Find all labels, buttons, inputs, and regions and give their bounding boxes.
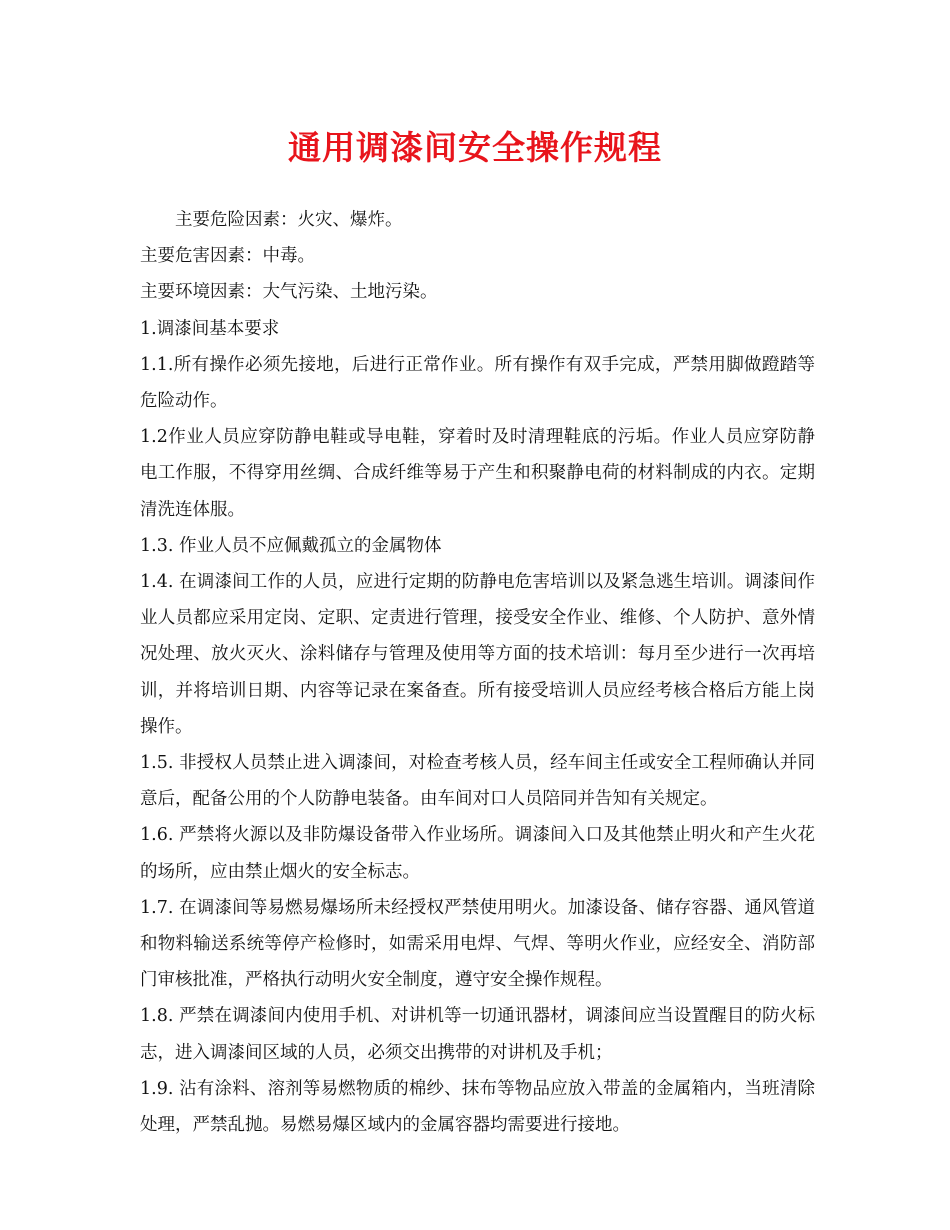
clause-1-2: 1.2作业人员应穿防静电鞋或导电鞋，穿着时及时清理鞋底的污垢。作业人员应穿防静电工作服，不得穿用丝绸、合成纤维等易于产生和积聚静电荷的材料制成的内衣。定期清洗连体服。: [140, 427, 815, 520]
paragraph-main-hazard: 主要危害因素：中毒。: [140, 246, 315, 267]
clause-1-8: 1.8. 严禁在调漆间内使用手机、对讲机等一切通讯器材，调漆间应当设置醒目的防火标志，进入调漆间区域的人员，必须交出携带的对讲机及手机；: [140, 1006, 815, 1063]
document-title: 通用调漆间安全操作规程: [288, 128, 662, 167]
clause-1-6: 1.6. 严禁将火源以及非防爆设备带入作业场所。调漆间入口及其他禁止明火和产生火花的场所，应由禁止烟火的安全标志。: [140, 825, 815, 882]
clause-1-4: 1.4. 在调漆间工作的人员，应进行定期的防静电危害培训以及紧急逃生培训。调漆间作业人员都应采用定岗、定职、定责进行管理，接受安全作业、维修、个人防护、意外情况处理、放火灭火、涂料储存与管理及使用等方面的技术培训：每月至少进行一次再培训，并将培训日期、内容等记录在案备查。所有接受培训人员应经考核合格后方能上岗操作。: [140, 572, 815, 737]
clause-1-9: 1.9. 沾有涂料、溶剂等易燃物质的棉纱、抹布等物品应放入带盖的金属箱内，当班清除处理，严禁乱抛。易燃易爆区域内的金属容器均需要进行接地。: [140, 1078, 815, 1136]
paragraph-main-environment: 主要环境因素：大气污染、土地污染。: [140, 282, 438, 303]
clause-1-5: 1.5. 非授权人员禁止进入调漆间，对检查考核人员，经车间主任或安全工程师确认并同意后，配备公用的个人防静电装备。由车间对口人员陪同并告知有关规定。: [140, 753, 815, 810]
paragraph-main-danger: 主要危险因素：火灾、爆炸。: [175, 210, 403, 230]
clause-1-7: 1.7. 在调漆间等易燃易爆场所未经授权严禁使用明火。加漆设备、储存容器、通风管道和物料输送系统等停产检修时，如需采用电焊、气焊、等明火作业，应经安全、消防部门审核批准，严格执行动明火安全制度，遵守安全操作规程。: [140, 897, 815, 991]
clause-1-3: 1.3. 作业人员不应佩戴孤立的金属物体: [140, 535, 442, 556]
section-heading-1: 1.调漆间基本要求: [140, 318, 280, 339]
clause-1-1: 1.1.所有操作必须先接地，后进行正常作业。所有操作有双手完成，严禁用脚做蹬踏等危险动作。: [140, 354, 815, 412]
document-body: [140, 202, 815, 1143]
